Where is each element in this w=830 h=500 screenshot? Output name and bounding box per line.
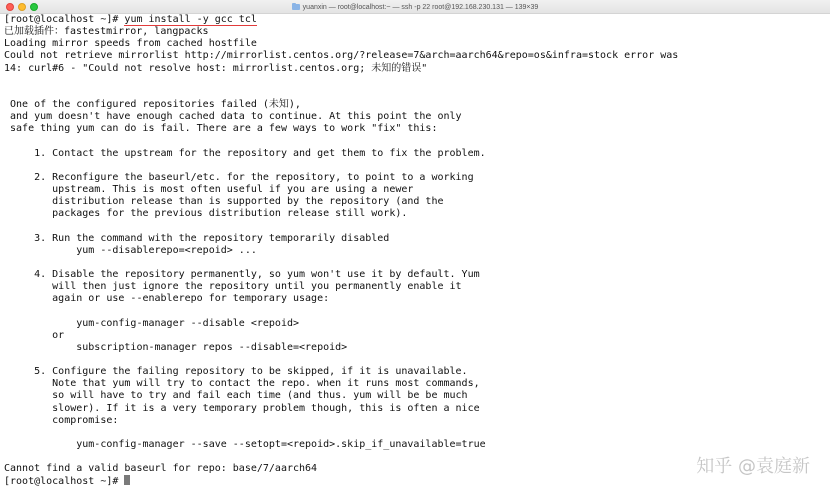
- output-line: 已加载插件：fastestmirror, langpacks: [4, 26, 209, 38]
- output-line: yum-config-manager --disable <repoid>: [4, 317, 300, 329]
- output-line: compromise:: [4, 414, 119, 426]
- output-line: 2. Reconfigure the baseurl/etc. for the repository, to point to a working: [4, 171, 474, 183]
- output-line: packages for the previous distribution release still work).: [4, 208, 408, 220]
- output-line: slower). If it is a very temporary problem though, this is often a nice: [4, 402, 480, 414]
- output-line: 4. Disable the repository permanently, so yum won't use it by default. Yum: [4, 268, 480, 280]
- title-wrap: [0, 0, 830, 14]
- command-line: [4, 14, 826, 26]
- output-lines: [4, 26, 826, 475]
- output-line: One of the configured repositories failed (未知),: [4, 98, 301, 110]
- output-line: [4, 257, 826, 269]
- output-line: Note that yum will try to contact the repo. when it runs most commands,: [4, 378, 480, 390]
- output-line: and yum doesn't have enough cached data to continue. At this point the only: [4, 111, 462, 123]
- output-line: 14: curl#6 - "Could not resolve host: mirrorlist.centos.org; 未知的错误": [4, 62, 428, 74]
- output-line: upstream. This is most often useful if you are using a newer: [4, 183, 414, 195]
- output-line: safe thing yum can do is fail. There are a few ways to work "fix" this:: [4, 123, 438, 135]
- folder-icon: [292, 4, 300, 10]
- output-line: [4, 75, 826, 87]
- output-line: yum-config-manager --save --setopt=<repoid>.skip_if_unavailable=true: [4, 438, 486, 450]
- output-line: [4, 135, 826, 147]
- title-bar[interactable]: [0, 0, 830, 14]
- terminal-output[interactable]: [4, 14, 826, 500]
- output-line: [4, 220, 826, 232]
- window-title: yuanxin — root@localhost:~ — ssh -p 22 root@192.168.230.131 — 139×39: [302, 3, 539, 11]
- output-line: again or use --enablerepo for temporary usage:: [4, 293, 330, 305]
- output-line: yum --disablerepo=<repoid> ...: [4, 244, 257, 256]
- output-line: distribution release than is supported by the repository (and the: [4, 196, 444, 208]
- output-line: 5. Configure the failing repository to be skipped, if it is unavailable.: [4, 366, 468, 378]
- watermark: 知乎 @袁庭新: [696, 456, 810, 477]
- output-line: will then just ignore the repository until you permanently enable it: [4, 281, 462, 293]
- output-line: so will have to try and fail each time (and thus. yum will be be much: [4, 390, 468, 402]
- output-line: [4, 87, 826, 99]
- output-line: [4, 354, 826, 366]
- output-line: or: [4, 329, 65, 341]
- output-line: [4, 160, 826, 172]
- output-line: [4, 305, 826, 317]
- output-line: Cannot find a valid baseurl for repo: base/7/aarch64: [4, 463, 318, 475]
- typed-command: yum install -y gcc tcl: [124, 14, 257, 25]
- prompt: [root@localhost ~]#: [4, 14, 125, 25]
- final-prompt: [root@localhost ~]#: [4, 476, 125, 488]
- output-line: Loading mirror speeds from cached hostfile: [4, 38, 257, 50]
- cursor: [124, 475, 130, 485]
- output-line: Could not retrieve mirrorlist http://mirrorlist.centos.org/?release=7&arch=aarch64&repo=os&infra=stock error was: [4, 50, 679, 62]
- output-line: 1. Contact the upstream for the repository and get them to fix the problem.: [4, 147, 486, 159]
- output-line: subscription-manager repos --disable=<repoid>: [4, 341, 348, 353]
- output-line: [4, 427, 826, 439]
- output-line: 3. Run the command with the repository temporarily disabled: [4, 232, 390, 244]
